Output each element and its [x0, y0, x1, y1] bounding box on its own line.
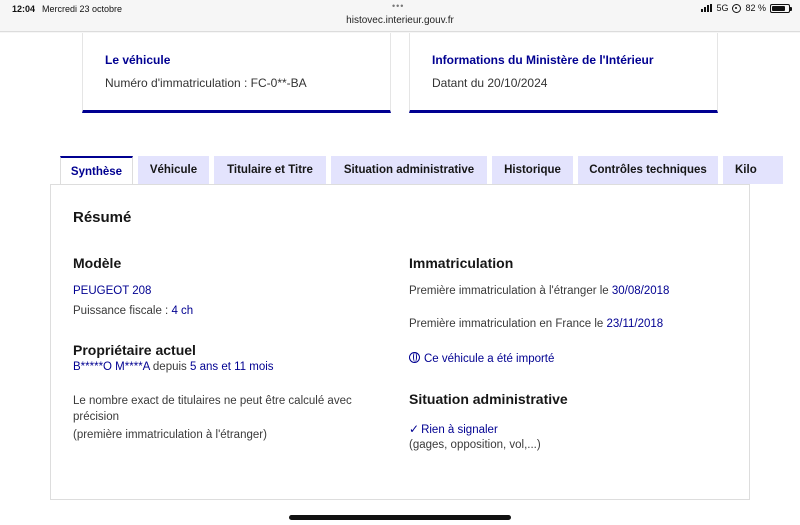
fiscal-power-value: 4 ch — [171, 305, 194, 317]
owner-note-line3: (première immatriculation à l'étranger) — [73, 429, 267, 441]
hotspot-icon — [732, 4, 741, 13]
imported-notice — [409, 352, 554, 365]
tab-kilometrage[interactable]: Kilo — [723, 156, 783, 184]
check-icon: ✓ — [409, 422, 420, 436]
admin-details: (gages, opposition, vol,...) — [409, 439, 541, 451]
foreign-registration — [409, 285, 669, 297]
foreign-registration-date: 30/08/2018 — [611, 285, 670, 297]
tab-controles-techniques[interactable]: Contrôles techniques — [578, 156, 718, 184]
vehicle-card-plate: Numéro d'immatriculation : FC-0**-BA — [105, 76, 307, 90]
tab-vehicule[interactable]: Véhicule — [138, 156, 209, 184]
tab-bar — [60, 156, 757, 184]
globe-icon — [409, 352, 420, 363]
france-registration-label: Première immatriculation en France le — [409, 318, 607, 330]
vehicle-card — [82, 33, 391, 113]
france-registration — [409, 318, 663, 330]
home-indicator[interactable] — [289, 515, 511, 520]
battery-icon — [770, 4, 790, 13]
admin-status-label: Rien à signaler — [421, 424, 498, 436]
owner-heading: Propriétaire actuel — [73, 342, 196, 358]
address-bar-url[interactable]: histovec.interieur.gouv.fr — [346, 15, 454, 26]
status-bar — [0, 0, 800, 32]
status-date: Mercredi 23 octobre — [42, 4, 123, 14]
signal-icon — [701, 4, 712, 12]
ministry-card — [409, 33, 718, 113]
page-content — [0, 33, 800, 525]
owner-since-label: depuis — [149, 361, 190, 373]
admin-heading: Situation administrative — [409, 391, 568, 407]
foreign-registration-label: Première immatriculation à l'étranger le — [409, 285, 612, 297]
owner-info — [73, 361, 274, 373]
owner-note-line2: précision — [73, 411, 120, 423]
imported-label: Ce véhicule a été importé — [424, 353, 555, 365]
france-registration-date: 23/11/2018 — [606, 318, 664, 330]
tab-historique[interactable]: Historique — [492, 156, 573, 184]
registration-heading: Immatriculation — [409, 255, 514, 271]
summary-title: Résumé — [73, 209, 132, 226]
status-time: 12:04 — [12, 4, 36, 14]
tab-titulaire-titre[interactable]: Titulaire et Titre — [214, 156, 326, 184]
tab-synthese[interactable]: Synthèse — [60, 156, 133, 185]
admin-status — [409, 422, 498, 436]
model-heading: Modèle — [73, 255, 122, 271]
fiscal-power — [73, 305, 193, 317]
model-name: PEUGEOT 208 — [73, 285, 152, 297]
owner-name: B*****O M****A — [73, 361, 150, 373]
fiscal-power-label: Puissance fiscale : — [73, 305, 172, 317]
owner-since-value: 5 ans et 11 mois — [190, 361, 274, 373]
battery-label: 82 % — [745, 3, 766, 13]
status-indicators — [701, 3, 790, 13]
ministry-card-date: Datant du 20/10/2024 — [432, 76, 548, 90]
synthese-panel — [50, 184, 750, 500]
owner-note-line1: Le nombre exact de titulaires ne peut être calculé avec — [73, 395, 352, 407]
ministry-card-title: Informations du Ministère de l'Intérieur — [432, 53, 654, 67]
network-label: 5G — [716, 3, 729, 13]
more-dots-icon[interactable]: ••• — [392, 1, 405, 11]
vehicle-card-title: Le véhicule — [105, 53, 171, 67]
tab-situation-administrative[interactable]: Situation administrative — [331, 156, 487, 184]
